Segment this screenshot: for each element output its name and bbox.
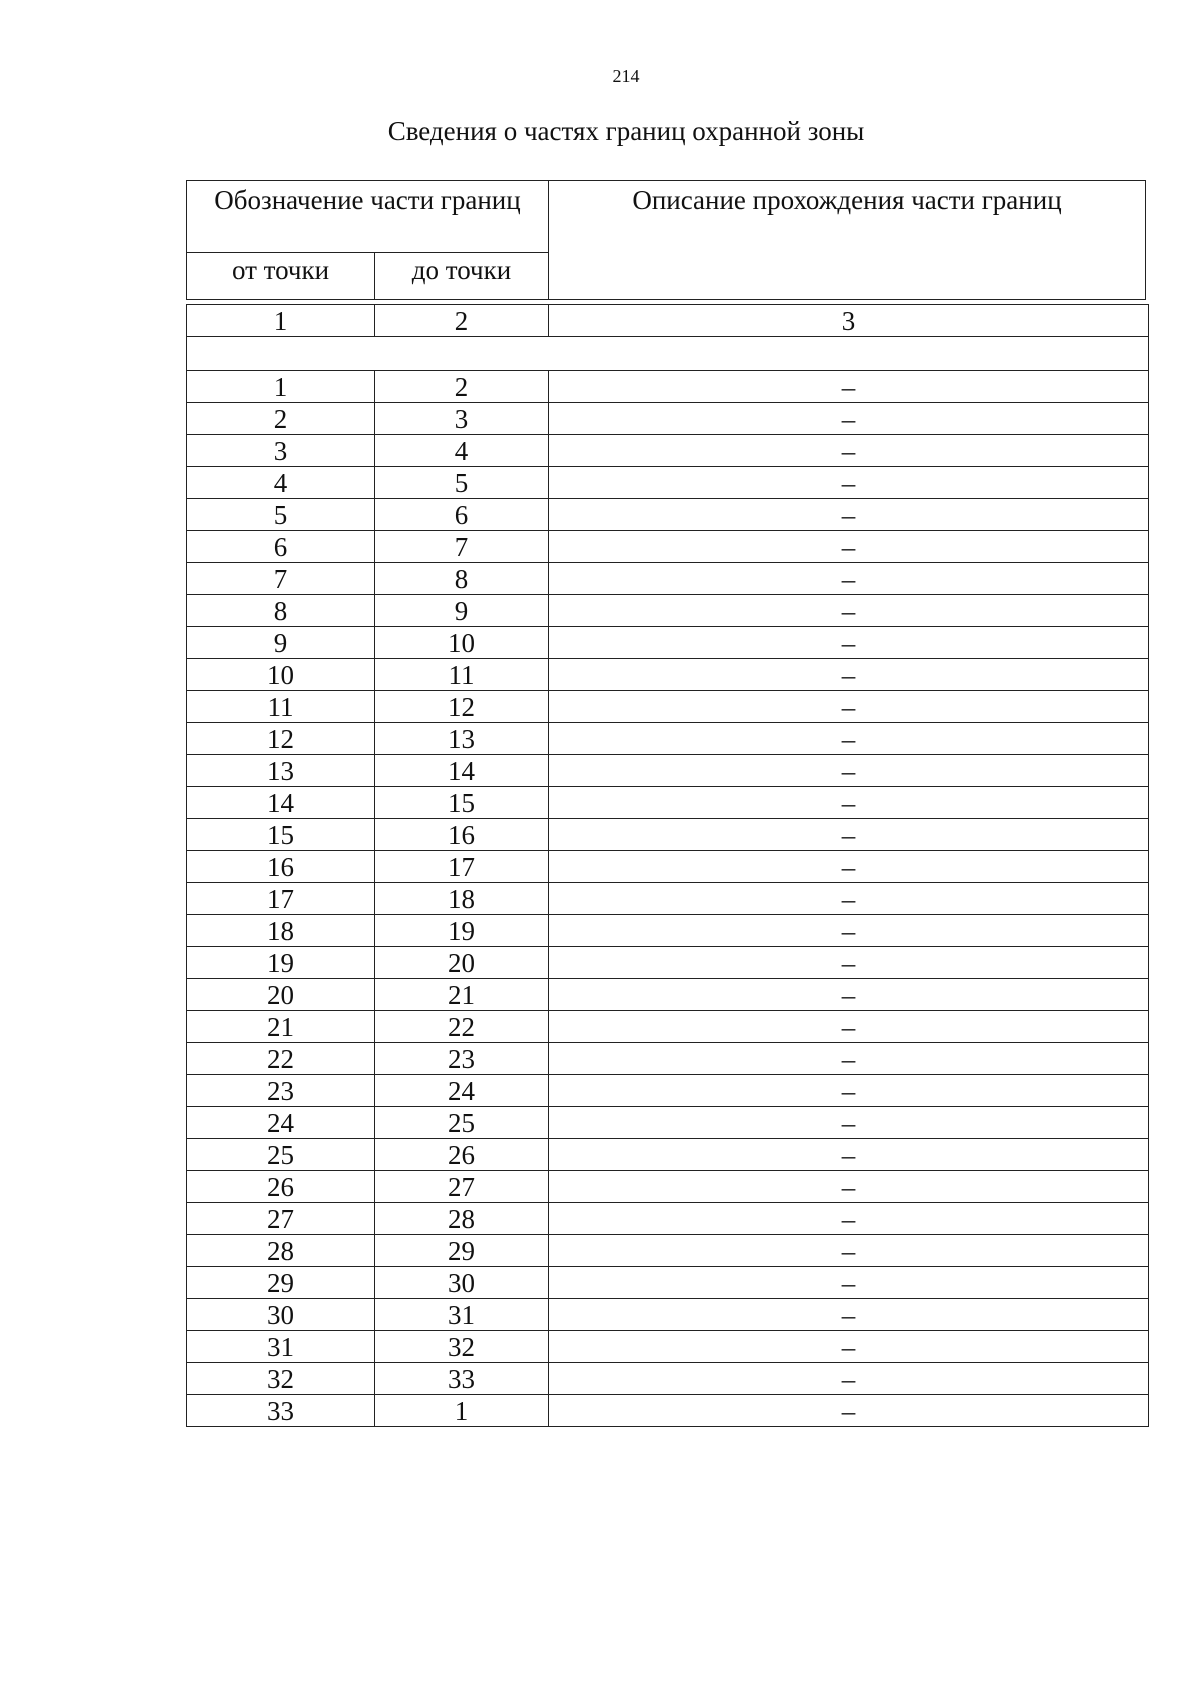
description-cell: – (549, 755, 1149, 787)
from-point-cell: 10 (187, 659, 375, 691)
from-point-cell: 27 (187, 1203, 375, 1235)
from-point-cell: 31 (187, 1331, 375, 1363)
from-point-cell: 21 (187, 1011, 375, 1043)
to-point-cell: 6 (375, 499, 549, 531)
to-point-cell: 31 (375, 1299, 549, 1331)
from-point-cell: 3 (187, 435, 375, 467)
description-cell: – (549, 1107, 1149, 1139)
header-from-point: от точки (187, 253, 375, 299)
from-point-cell: 6 (187, 531, 375, 563)
description-cell: – (549, 595, 1149, 627)
table-row (187, 1267, 1149, 1299)
table-row (187, 1363, 1149, 1395)
table-row (187, 1043, 1149, 1075)
to-point-cell: 3 (375, 403, 549, 435)
description-cell: – (549, 563, 1149, 595)
table-row (187, 435, 1149, 467)
description-cell: – (549, 979, 1149, 1011)
table-row (187, 691, 1149, 723)
from-point-cell: 11 (187, 691, 375, 723)
to-point-cell: 10 (375, 627, 549, 659)
from-point-cell: 7 (187, 563, 375, 595)
column-number: 1 (187, 305, 375, 337)
from-point-cell: 30 (187, 1299, 375, 1331)
table-row (187, 723, 1149, 755)
to-point-cell: 8 (375, 563, 549, 595)
from-point-cell: 4 (187, 467, 375, 499)
from-point-cell: 9 (187, 627, 375, 659)
header-to-point: до точки (375, 253, 549, 299)
description-cell: – (549, 1331, 1149, 1363)
table-row (187, 947, 1149, 979)
to-point-cell: 27 (375, 1171, 549, 1203)
to-point-cell: 20 (375, 947, 549, 979)
to-point-cell: 14 (375, 755, 549, 787)
to-point-cell: 33 (375, 1363, 549, 1395)
to-point-cell: 9 (375, 595, 549, 627)
header-boundary-designation: Обозначение части границ (187, 181, 549, 253)
boundary-parts-table (186, 304, 1149, 1427)
from-point-cell: 1 (187, 371, 375, 403)
from-point-cell: 17 (187, 883, 375, 915)
to-point-cell: 15 (375, 787, 549, 819)
from-point-cell: 32 (187, 1363, 375, 1395)
description-cell: – (549, 1043, 1149, 1075)
table-row (187, 371, 1149, 403)
description-cell: – (549, 659, 1149, 691)
table-row (187, 979, 1149, 1011)
description-cell: – (549, 467, 1149, 499)
table-row (187, 1075, 1149, 1107)
table-row (187, 499, 1149, 531)
table-row (187, 1299, 1149, 1331)
table-row (187, 755, 1149, 787)
description-cell: – (549, 691, 1149, 723)
from-point-cell: 5 (187, 499, 375, 531)
description-cell: – (549, 947, 1149, 979)
to-point-cell: 11 (375, 659, 549, 691)
from-point-cell: 13 (187, 755, 375, 787)
description-cell: – (549, 1267, 1149, 1299)
description-cell: – (549, 883, 1149, 915)
description-cell: – (549, 851, 1149, 883)
table-row (187, 1107, 1149, 1139)
to-point-cell: 22 (375, 1011, 549, 1043)
from-point-cell: 28 (187, 1235, 375, 1267)
page-number: 214 (612, 66, 640, 86)
to-point-cell: 23 (375, 1043, 549, 1075)
to-point-cell: 30 (375, 1267, 549, 1299)
from-point-cell: 12 (187, 723, 375, 755)
description-cell: – (549, 1139, 1149, 1171)
table-row (187, 1235, 1149, 1267)
table-row (187, 1171, 1149, 1203)
description-cell: – (549, 531, 1149, 563)
section-label (187, 337, 1149, 371)
description-cell: – (549, 915, 1149, 947)
table-row (187, 851, 1149, 883)
table-row (187, 1011, 1149, 1043)
to-point-cell: 17 (375, 851, 549, 883)
column-number: 3 (549, 305, 1149, 337)
to-point-cell: 16 (375, 819, 549, 851)
description-cell: – (549, 1075, 1149, 1107)
from-point-cell: 20 (187, 979, 375, 1011)
description-cell: – (549, 1299, 1149, 1331)
from-point-cell: 24 (187, 1107, 375, 1139)
table-row (187, 1203, 1149, 1235)
to-point-cell: 7 (375, 531, 549, 563)
to-point-cell: 24 (375, 1075, 549, 1107)
to-point-cell: 21 (375, 979, 549, 1011)
table-row (187, 467, 1149, 499)
to-point-cell: 1 (375, 1395, 549, 1427)
to-point-cell: 29 (375, 1235, 549, 1267)
to-point-cell: 32 (375, 1331, 549, 1363)
table-row (187, 883, 1149, 915)
from-point-cell: 33 (187, 1395, 375, 1427)
table-row (187, 531, 1149, 563)
from-point-cell: 8 (187, 595, 375, 627)
description-cell: – (549, 1011, 1149, 1043)
from-point-cell: 2 (187, 403, 375, 435)
description-cell: – (549, 723, 1149, 755)
table-row (187, 403, 1149, 435)
from-point-cell: 19 (187, 947, 375, 979)
to-point-cell: 18 (375, 883, 549, 915)
from-point-cell: 25 (187, 1139, 375, 1171)
from-point-cell: 14 (187, 787, 375, 819)
from-point-cell: 26 (187, 1171, 375, 1203)
description-cell: – (549, 1235, 1149, 1267)
from-point-cell: 22 (187, 1043, 375, 1075)
description-cell: – (549, 371, 1149, 403)
table-row (187, 787, 1149, 819)
description-cell: – (549, 787, 1149, 819)
description-cell: – (549, 819, 1149, 851)
document-title: Сведения о частях границ охранной зоны (387, 116, 865, 146)
to-point-cell: 25 (375, 1107, 549, 1139)
description-cell: – (549, 435, 1149, 467)
description-cell: – (549, 627, 1149, 659)
table-row (187, 1395, 1149, 1427)
table-body (187, 305, 1149, 1427)
to-point-cell: 2 (375, 371, 549, 403)
section-row (187, 337, 1149, 371)
description-cell: – (549, 1203, 1149, 1235)
column-number: 2 (375, 305, 549, 337)
from-point-cell: 15 (187, 819, 375, 851)
table-row (187, 595, 1149, 627)
table-header (186, 180, 1146, 300)
to-point-cell: 13 (375, 723, 549, 755)
from-point-cell: 16 (187, 851, 375, 883)
table-row (187, 819, 1149, 851)
to-point-cell: 19 (375, 915, 549, 947)
table-row (187, 627, 1149, 659)
from-point-cell: 29 (187, 1267, 375, 1299)
column-numbers-row (187, 305, 1149, 337)
description-cell: – (549, 1171, 1149, 1203)
table-row (187, 659, 1149, 691)
from-point-cell: 23 (187, 1075, 375, 1107)
description-cell: – (549, 1363, 1149, 1395)
to-point-cell: 12 (375, 691, 549, 723)
table-row (187, 915, 1149, 947)
description-cell: – (549, 1395, 1149, 1427)
to-point-cell: 5 (375, 467, 549, 499)
to-point-cell: 26 (375, 1139, 549, 1171)
description-cell: – (549, 403, 1149, 435)
description-cell: – (549, 499, 1149, 531)
to-point-cell: 28 (375, 1203, 549, 1235)
from-point-cell: 18 (187, 915, 375, 947)
table-row (187, 1139, 1149, 1171)
table-row (187, 1331, 1149, 1363)
to-point-cell: 4 (375, 435, 549, 467)
header-boundary-description: Описание прохождения части границ (632, 185, 1062, 215)
table-row (187, 563, 1149, 595)
